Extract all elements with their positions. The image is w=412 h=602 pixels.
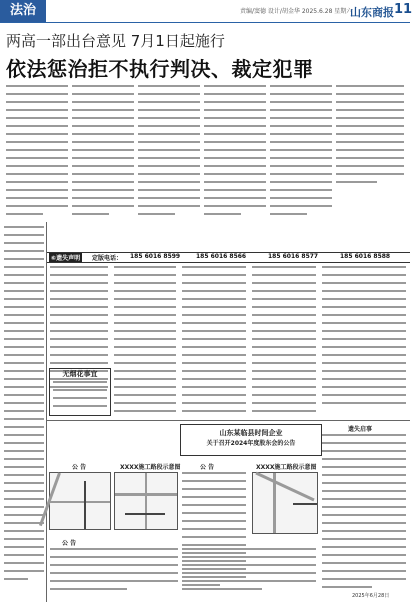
classifieds-col-b [114, 266, 176, 418]
classifieds-col-d [252, 266, 316, 418]
article-column-5 [270, 85, 332, 221]
article-column-3 [138, 85, 200, 221]
company-notice-subtitle: 关于召开2024年度股东会的公告 [206, 440, 296, 447]
classifieds-col-e [322, 266, 406, 410]
notice-3-title: 公 告 [62, 540, 77, 547]
phone-label: 定版电话： [92, 255, 123, 262]
company-notice-title: 山东某临县时间企业 [219, 429, 283, 437]
phone-3: 185 6016 8577 [268, 253, 319, 260]
phone-1: 185 6016 8599 [130, 253, 181, 260]
article-column-4 [204, 85, 266, 221]
bottom-middle-body [182, 548, 316, 596]
notice-1-title: 公 告 [72, 464, 87, 471]
company-notice [180, 424, 322, 456]
lower-divider [47, 420, 410, 421]
header-meta: 责编/窦德 设计/胡金华 2025.6.28 星期六 [240, 8, 353, 15]
map-2-title: XXXX施工路段示意图 [256, 464, 317, 471]
route-map-1 [49, 472, 111, 530]
left-column-divider [46, 222, 47, 602]
no-fireworks-notice [49, 368, 111, 416]
issue-date: 2025年6月28日 [352, 593, 390, 599]
map-1-title: XXXX施工路段示意图 [120, 464, 181, 471]
article-column-6 [336, 85, 404, 189]
left-classifieds [4, 226, 44, 586]
right-notice-body [322, 434, 406, 594]
phone-2: 185 6016 8566 [196, 253, 247, 260]
banner-logo: ⑥遗失声明 [51, 255, 81, 262]
right-notice-title: 遗失启事 [348, 426, 373, 433]
newspaper-brand: 山东商报 [350, 6, 394, 19]
route-map-3 [252, 472, 318, 534]
section-label: 法治 [0, 0, 46, 22]
article-column-1 [6, 85, 68, 221]
route-map-2 [114, 472, 178, 530]
notice-2-title: 公 告 [200, 464, 215, 471]
classifieds-col-c [182, 266, 246, 418]
notice-3-body [50, 548, 178, 596]
article-subtitle: 两高一部出台意见 7月1日起施行 [6, 32, 225, 50]
page-number: 11 [394, 2, 412, 17]
article-column-2 [72, 85, 134, 221]
phone-4: 185 6016 8588 [340, 253, 391, 260]
no-fireworks-title: 无烟花事宜 [62, 370, 98, 378]
article-headline: 依法惩治拒不执行判决、裁定犯罪 [6, 57, 314, 81]
